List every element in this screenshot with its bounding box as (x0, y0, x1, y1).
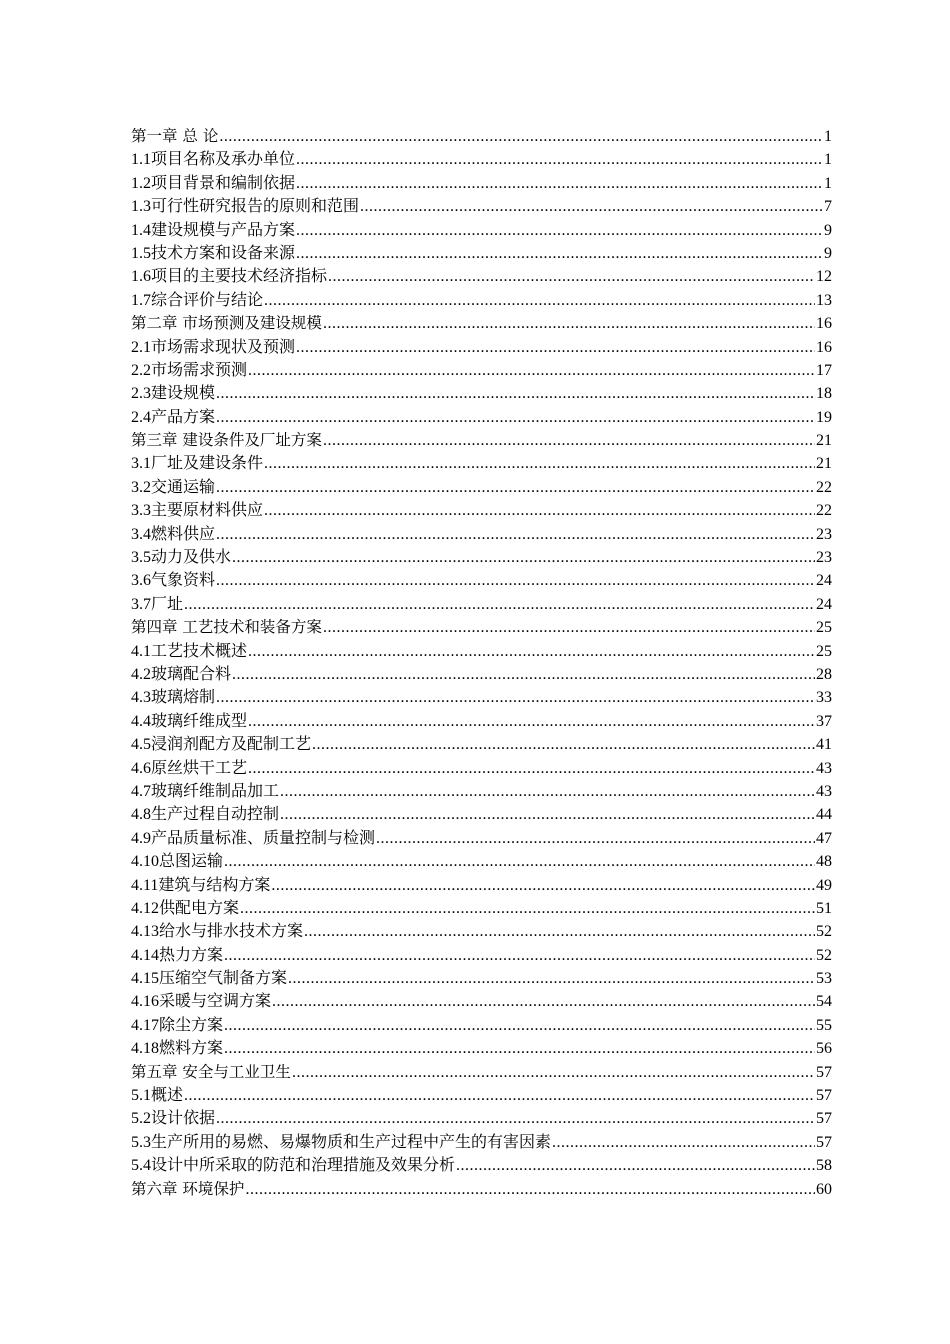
toc-page-number: 7 (824, 198, 832, 216)
toc-page-number: 43 (816, 759, 832, 777)
toc-entry-title: 1.6项目的主要技术经济指标 (131, 268, 328, 286)
toc-page-number: 21 (816, 455, 832, 473)
toc-page-number: 37 (816, 712, 832, 730)
toc-entry-title: 2.3建设规模 (131, 385, 216, 403)
toc-section-entry[interactable] (131, 289, 832, 312)
toc-entry-title: 4.3玻璃熔制 (131, 689, 216, 707)
toc-section-entry[interactable] (131, 569, 832, 592)
toc-entry-title: 5.3生产所用的易燃、易爆物质和生产过程中产生的有害因素 (131, 1133, 552, 1151)
toc-entry-title: 第五章 安全与工业卫生 (131, 1062, 291, 1081)
toc-dot-leader (248, 640, 815, 663)
toc-section-entry[interactable] (131, 640, 832, 663)
toc-page-number: 60 (816, 1180, 832, 1198)
toc-entry-title: 3.7厂址 (131, 595, 184, 613)
toc-section-entry[interactable] (131, 686, 832, 709)
toc-dot-leader (232, 546, 815, 569)
toc-dot-leader (296, 219, 823, 242)
toc-entry-title: 4.8生产过程自动控制 (131, 806, 280, 824)
toc-dot-leader (296, 336, 815, 359)
toc-page-number: 51 (816, 899, 832, 917)
toc-entry-title: 1.1项目名称及承办单位 (131, 151, 296, 169)
toc-section-entry[interactable] (131, 1154, 832, 1177)
toc-section-entry[interactable] (131, 523, 832, 546)
toc-page-number: 1 (824, 128, 832, 145)
toc-dot-leader (224, 944, 815, 967)
toc-dot-leader (216, 686, 815, 709)
toc-section-entry[interactable] (131, 1084, 832, 1107)
toc-page-number: 57 (816, 1133, 832, 1151)
toc-chapter-entry[interactable] (131, 616, 832, 639)
toc-entry-title: 4.12供配电方案 (131, 899, 240, 917)
toc-page-number: 55 (816, 1016, 832, 1034)
toc-section-entry[interactable] (131, 1131, 832, 1154)
toc-page-number: 1 (824, 151, 832, 169)
toc-entry-title: 3.4燃料供应 (131, 525, 216, 543)
toc-chapter-entry[interactable] (131, 1178, 832, 1201)
toc-section-entry[interactable] (131, 148, 832, 171)
toc-dot-leader (456, 1154, 815, 1177)
toc-dot-leader (552, 1131, 815, 1154)
toc-dot-leader (304, 920, 815, 943)
toc-entry-title: 4.15压缩空气制备方案 (131, 970, 288, 988)
toc-entry-title: 4.18燃料方案 (131, 1040, 224, 1058)
table-of-contents (131, 125, 832, 1201)
toc-entry-title: 4.1工艺技术概述 (131, 642, 248, 660)
toc-entry-title: 3.3主要原材料供应 (131, 502, 264, 520)
toc-page-number: 25 (816, 619, 832, 637)
toc-dot-leader (216, 382, 815, 405)
toc-entry-title: 4.17除尘方案 (131, 1016, 224, 1034)
toc-page-number: 12 (816, 268, 832, 286)
toc-entry-title: 第一章 总 论 (131, 127, 219, 145)
toc-page-number: 22 (816, 478, 832, 496)
toc-section-entry[interactable] (131, 920, 832, 943)
toc-page-number: 23 (816, 549, 832, 567)
toc-page-number: 53 (816, 970, 832, 988)
toc-entry-title: 4.4玻璃纤维成型 (131, 712, 248, 730)
toc-dot-leader (224, 1037, 815, 1060)
toc-section-entry[interactable] (131, 967, 832, 990)
toc-entry-title: 4.16采暖与空调方案 (131, 993, 272, 1011)
toc-dot-leader (219, 125, 823, 148)
toc-page-number: 52 (816, 946, 832, 964)
toc-page-number: 57 (816, 1063, 832, 1081)
toc-section-entry[interactable] (131, 476, 832, 499)
toc-section-entry[interactable] (131, 172, 832, 195)
toc-page-number: 43 (816, 782, 832, 800)
toc-dot-leader (323, 429, 815, 452)
toc-entry-title: 第三章 建设条件及厂址方案 (131, 431, 322, 450)
toc-dot-leader (224, 850, 815, 873)
toc-page-number: 57 (816, 1110, 832, 1128)
toc-page-number: 17 (816, 361, 832, 379)
toc-dot-leader (248, 757, 815, 780)
toc-dot-leader (184, 593, 815, 616)
toc-dot-leader (323, 312, 815, 335)
toc-page-number: 23 (816, 525, 832, 543)
toc-section-entry[interactable] (131, 336, 832, 359)
toc-page-number: 54 (816, 993, 832, 1011)
toc-dot-leader (296, 172, 823, 195)
toc-page-number: 47 (816, 829, 832, 847)
toc-dot-leader (280, 780, 815, 803)
toc-entry-title: 4.10总图运输 (131, 853, 224, 871)
toc-page-number: 57 (816, 1087, 832, 1105)
toc-entry-title: 2.1市场需求现状及预测 (131, 338, 296, 356)
toc-page-number: 44 (816, 806, 832, 824)
toc-dot-leader (264, 289, 815, 312)
toc-section-entry[interactable] (131, 382, 832, 405)
toc-section-entry[interactable] (131, 546, 832, 569)
toc-section-entry[interactable] (131, 359, 832, 382)
toc-entry-title: 4.11建筑与结构方案 (131, 876, 271, 894)
toc-page-number: 58 (816, 1157, 832, 1175)
toc-section-entry[interactable] (131, 219, 832, 242)
toc-entry-title: 第六章 环境保护 (131, 1179, 245, 1198)
toc-page-number: 48 (816, 853, 832, 871)
toc-entry-title: 3.6气象资料 (131, 572, 216, 590)
toc-dot-leader (245, 1178, 815, 1201)
toc-dot-leader (216, 1107, 815, 1130)
toc-dot-leader (248, 710, 815, 733)
toc-page-number: 56 (816, 1040, 832, 1058)
toc-dot-leader (216, 523, 815, 546)
toc-entry-title: 3.5动力及供水 (131, 549, 232, 567)
toc-section-entry[interactable] (131, 897, 832, 920)
toc-section-entry[interactable] (131, 452, 832, 475)
toc-dot-leader (296, 148, 823, 171)
toc-entry-title: 4.6原丝烘干工艺 (131, 759, 248, 777)
toc-section-entry[interactable] (131, 1014, 832, 1037)
toc-page-number: 9 (824, 244, 832, 262)
toc-section-entry[interactable] (131, 780, 832, 803)
toc-entry-title: 5.4设计中所采取的防范和治理措施及效果分析 (131, 1157, 456, 1175)
toc-entry-title: 4.14热力方案 (131, 946, 224, 964)
toc-page-number: 41 (816, 736, 832, 754)
toc-dot-leader (272, 990, 815, 1013)
toc-entry-title: 5.2设计依据 (131, 1110, 216, 1128)
toc-entry-title: 第二章 市场预测及建设规模 (131, 314, 322, 333)
toc-section-entry[interactable] (131, 710, 832, 733)
toc-dot-leader (232, 663, 815, 686)
toc-section-entry[interactable] (131, 242, 832, 265)
toc-entry-title: 1.5技术方案和设备来源 (131, 244, 296, 262)
toc-dot-leader (216, 476, 815, 499)
toc-page-number: 22 (816, 502, 832, 520)
toc-section-entry[interactable] (131, 874, 832, 897)
toc-dot-leader (184, 1084, 815, 1107)
toc-entry-title: 4.13给水与排水技术方案 (131, 923, 304, 941)
toc-section-entry[interactable] (131, 827, 832, 850)
toc-entry-title: 1.3可行性研究报告的原则和范围 (131, 198, 360, 216)
toc-dot-leader (216, 406, 815, 429)
toc-section-entry[interactable] (131, 733, 832, 756)
toc-dot-leader (264, 499, 815, 522)
toc-entry-title: 1.7综合评价与结论 (131, 291, 264, 309)
toc-section-entry[interactable] (131, 803, 832, 826)
toc-dot-leader (328, 265, 815, 288)
toc-page-number: 24 (816, 595, 832, 613)
toc-entry-title: 4.5浸润剂配方及配制工艺 (131, 736, 312, 754)
toc-entry-title: 第四章 工艺技术和装备方案 (131, 618, 322, 637)
toc-dot-leader (296, 242, 823, 265)
toc-section-entry[interactable] (131, 990, 832, 1013)
toc-section-entry[interactable] (131, 499, 832, 522)
toc-dot-leader (376, 827, 815, 850)
toc-page-number: 52 (816, 923, 832, 941)
toc-chapter-entry[interactable] (131, 429, 832, 452)
toc-page-number: 21 (816, 432, 832, 450)
toc-dot-leader (360, 195, 823, 218)
toc-entry-title: 5.1概述 (131, 1087, 184, 1105)
toc-section-entry[interactable] (131, 757, 832, 780)
toc-entry-title: 4.7玻璃纤维制品加工 (131, 782, 280, 800)
toc-dot-leader (280, 803, 815, 826)
toc-page-number: 28 (816, 665, 832, 683)
toc-entry-title: 2.2市场需求预测 (131, 361, 248, 379)
toc-entry-title: 2.4产品方案 (131, 408, 216, 426)
toc-dot-leader (292, 1061, 815, 1084)
toc-dot-leader (224, 1014, 815, 1037)
toc-page-number: 1 (824, 174, 832, 192)
toc-chapter-entry[interactable] (131, 1061, 832, 1084)
toc-page-number: 49 (816, 876, 832, 894)
toc-page-number: 16 (816, 338, 832, 356)
toc-page-number: 16 (816, 315, 832, 333)
toc-dot-leader (323, 616, 815, 639)
toc-section-entry[interactable] (131, 406, 832, 429)
toc-entry-title: 1.4建设规模与产品方案 (131, 221, 296, 239)
toc-section-entry[interactable] (131, 593, 832, 616)
toc-page-number: 9 (824, 221, 832, 239)
toc-page-number: 25 (816, 642, 832, 660)
toc-page-number: 18 (816, 385, 832, 403)
toc-section-entry[interactable] (131, 850, 832, 873)
toc-dot-leader (312, 733, 815, 756)
toc-section-entry[interactable] (131, 195, 832, 218)
toc-entry-title: 3.1厂址及建设条件 (131, 455, 264, 473)
toc-entry-title: 4.9产品质量标准、质量控制与检测 (131, 829, 376, 847)
toc-dot-leader (271, 874, 815, 897)
toc-section-entry[interactable] (131, 265, 832, 288)
toc-entry-title: 4.2玻璃配合料 (131, 665, 232, 683)
toc-dot-leader (264, 452, 815, 475)
toc-entry-title: 3.2交通运输 (131, 478, 216, 496)
toc-dot-leader (240, 897, 815, 920)
toc-entry-title: 1.2项目背景和编制依据 (131, 174, 296, 192)
toc-page-number: 19 (816, 408, 832, 426)
toc-section-entry[interactable] (131, 663, 832, 686)
toc-chapter-entry[interactable] (131, 125, 832, 148)
toc-dot-leader (248, 359, 815, 382)
toc-page-number: 13 (816, 291, 832, 309)
toc-page-number: 24 (816, 572, 832, 590)
toc-section-entry[interactable] (131, 1107, 832, 1130)
toc-dot-leader (288, 967, 815, 990)
toc-page-number: 33 (816, 689, 832, 707)
toc-section-entry[interactable] (131, 944, 832, 967)
toc-chapter-entry[interactable] (131, 312, 832, 335)
toc-dot-leader (216, 569, 815, 592)
toc-section-entry[interactable] (131, 1037, 832, 1060)
